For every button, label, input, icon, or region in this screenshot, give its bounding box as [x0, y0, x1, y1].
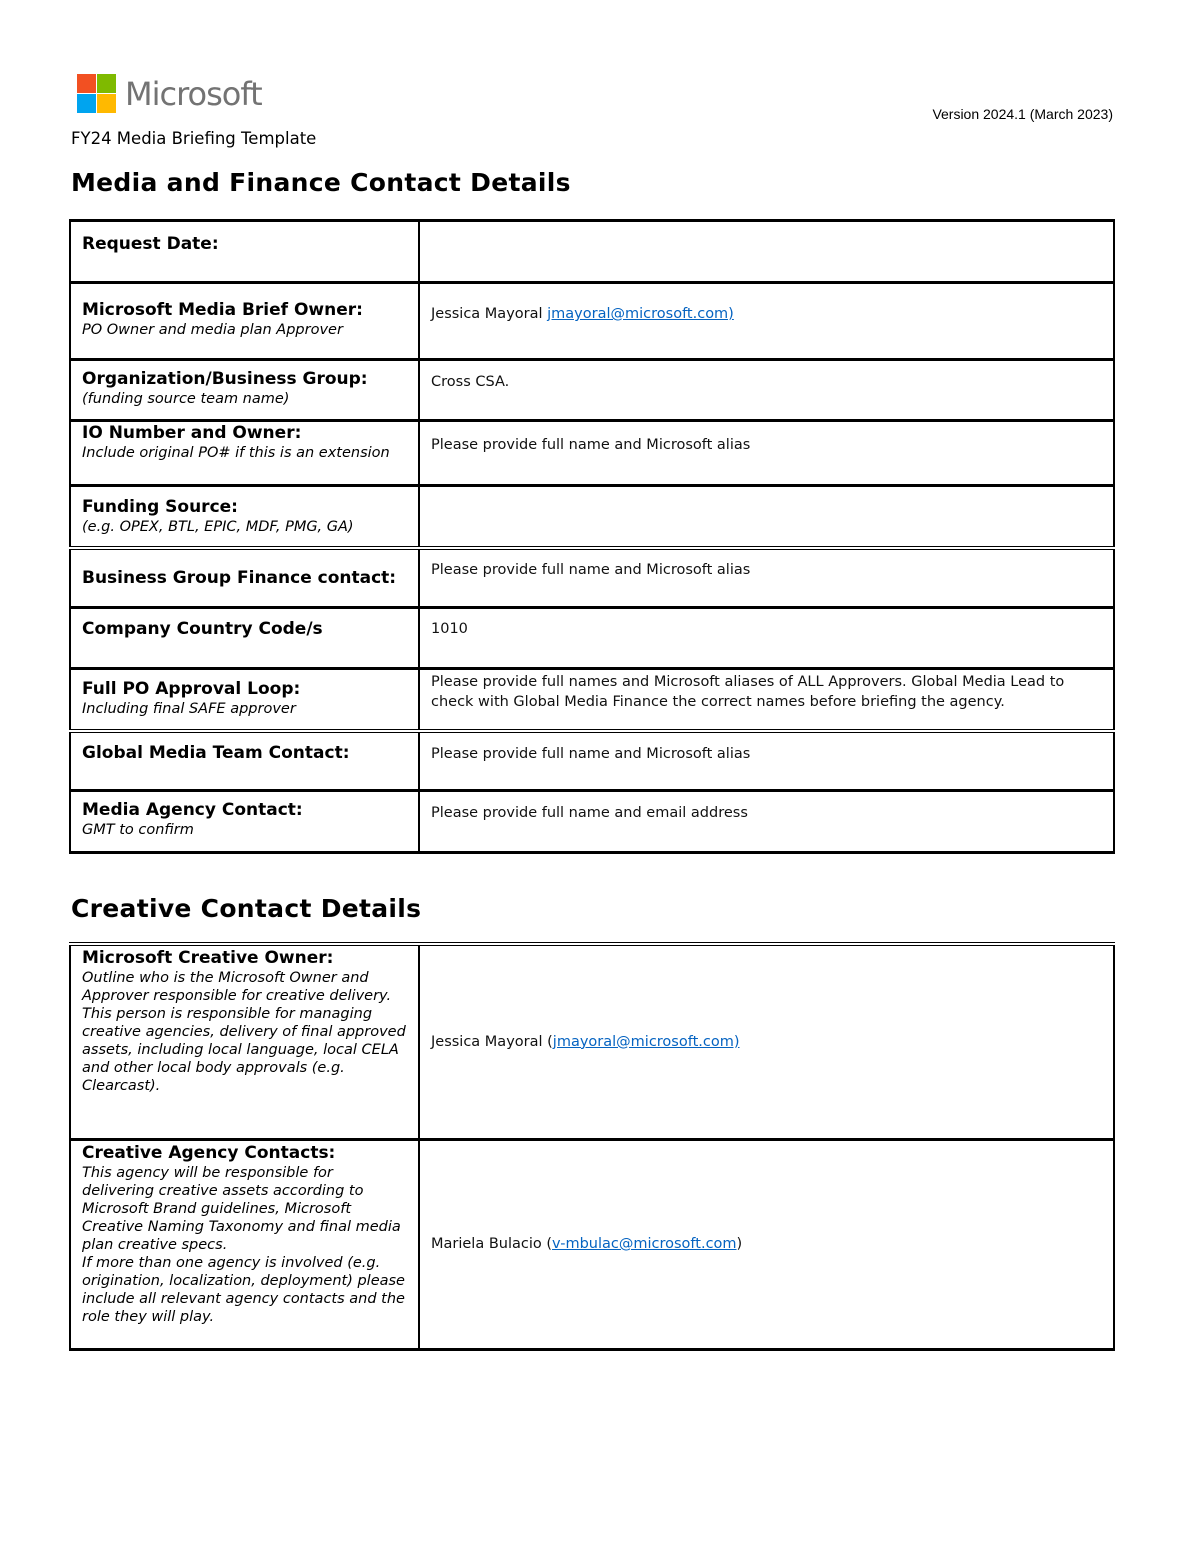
funding-source-field[interactable]: [419, 486, 1114, 548]
table-row: [70, 283, 1114, 360]
po-approval-field[interactable]: Please provide full names and Microsoft aliases of ALL Approvers. Global Media Lead to check with Global Media Finance the correct names before briefing the agency.: [419, 669, 1114, 731]
table-row: [70, 608, 1114, 669]
section-title-creative: Creative Contact Details: [71, 894, 422, 923]
table-row: [70, 548, 1114, 608]
row-sublabel: If more than one agency is involved (e.g. origination, localization, deployment) please include all relevant agency contacts and the role they will play.: [82, 1254, 405, 1325]
version-label: Version 2024.1 (March 2023): [932, 106, 1113, 122]
microsoft-logo: [77, 74, 262, 113]
table-row: [70, 421, 1114, 486]
owner-name: Jessica Mayoral: [431, 306, 548, 322]
media-finance-table: [69, 219, 1115, 854]
row-label: IO Number and Owner:: [82, 423, 302, 443]
row-label: Organization/Business Group:: [82, 369, 368, 389]
row-label: Funding Source:: [82, 497, 238, 517]
section-title-media-finance: Media and Finance Contact Details: [71, 168, 571, 197]
row-sublabel: This agency will be responsible for delivering creative assets according to Microsoft Brand guidelines, Microsoft Creative Naming Taxonomy and final media plan creative specs.: [82, 1164, 401, 1253]
media-agency-contact-field[interactable]: Please provide full name and email address: [419, 791, 1114, 853]
row-label: Microsoft Media Brief Owner:: [82, 300, 363, 320]
row-sublabel: PO Owner and media plan Approver: [82, 322, 343, 338]
table-row: [70, 360, 1114, 421]
row-sublabel: Outline who is the Microsoft Owner and Approver responsible for creative delivery.: [82, 970, 392, 1004]
request-date-field[interactable]: [419, 221, 1114, 283]
table-row: [70, 731, 1114, 791]
creative-agency-field[interactable]: [419, 1139, 1114, 1349]
io-number-field[interactable]: Please provide full name and Microsoft alias: [419, 421, 1114, 486]
creative-owner-name: Jessica Mayoral (: [431, 1033, 553, 1050]
row-label: Full PO Approval Loop:: [82, 679, 301, 699]
table-row: [70, 221, 1114, 283]
row-sublabel: This person is responsible for managing creative agencies, delivery of final approved assets, including local language, local CELA and other local body approvals (e.g. Clearcast).: [82, 1006, 406, 1094]
row-label: Request Date:: [82, 234, 219, 254]
table-row: [70, 669, 1114, 731]
creative-owner-field[interactable]: [419, 944, 1114, 1139]
row-sublabel: (funding source team name): [82, 391, 290, 407]
row-label: Business Group Finance contact:: [82, 567, 397, 588]
country-code-field[interactable]: 1010: [419, 608, 1114, 669]
row-sublabel: (e.g. OPEX, BTL, EPIC, MDF, PMG, GA): [82, 519, 354, 535]
agency-contact-suffix: ): [736, 1236, 743, 1252]
table-row: [70, 791, 1114, 853]
table-row: [70, 1139, 1114, 1349]
owner-email-link[interactable]: jmayoral@microsoft.com): [547, 306, 734, 322]
business-group-field[interactable]: Cross CSA.: [419, 360, 1114, 421]
row-label: Global Media Team Contact:: [82, 742, 350, 763]
row-sublabel: Include original PO# if this is an extension: [82, 445, 390, 461]
media-brief-owner-field[interactable]: [419, 283, 1114, 360]
microsoft-logo-icon: [77, 74, 116, 113]
global-media-contact-field[interactable]: Please provide full name and Microsoft alias: [419, 731, 1114, 791]
table-row: [70, 486, 1114, 548]
creative-contact-table: [69, 942, 1115, 1351]
creative-owner-email-link[interactable]: jmayoral@microsoft.com): [552, 1033, 740, 1050]
row-label: Microsoft Creative Owner:: [82, 948, 334, 968]
table-row: [70, 944, 1114, 1139]
logo-wordmark: Microsoft: [125, 74, 262, 113]
agency-contact-name: Mariela Bulacio (: [431, 1236, 553, 1252]
row-label: Creative Agency Contacts:: [82, 1142, 336, 1163]
template-name: FY24 Media Briefing Template: [71, 129, 317, 148]
finance-contact-field[interactable]: Please provide full name and Microsoft alias: [419, 548, 1114, 608]
row-label: Company Country Code/s: [82, 619, 323, 639]
agency-email-link[interactable]: v-mbulac@microsoft.com: [552, 1236, 737, 1252]
row-label: Media Agency Contact:: [82, 800, 303, 820]
row-sublabel: GMT to confirm: [82, 822, 194, 838]
row-sublabel: Including final SAFE approver: [82, 701, 296, 717]
